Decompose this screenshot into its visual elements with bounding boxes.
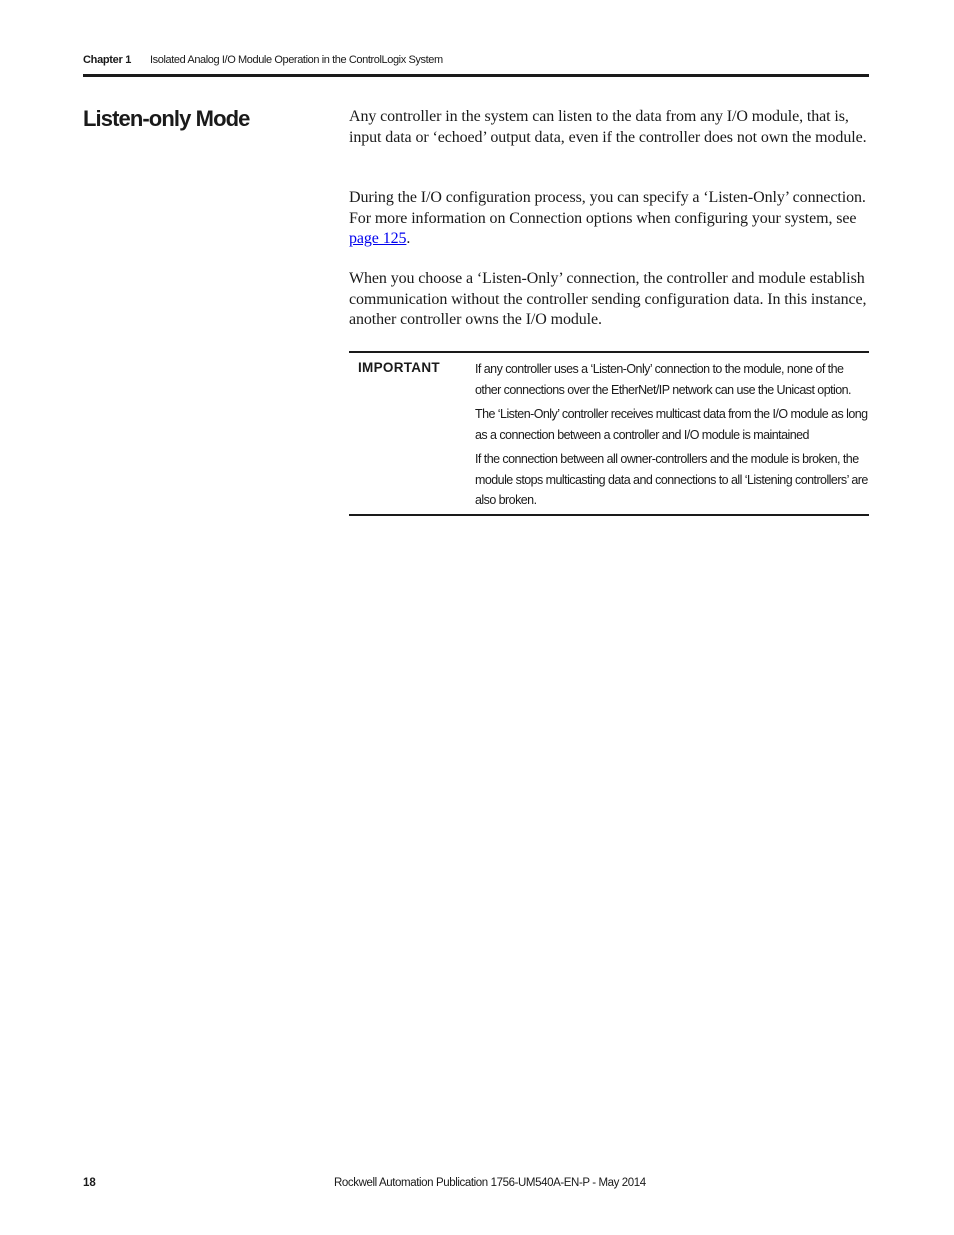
paragraph-configuration [349, 188, 869, 250]
important-item: If the connection between all owner-controllers and the module is broken, the module stops multicasting data and connections to all ‘Listening controllers’ are also broken. [475, 452, 868, 507]
important-item: If any controller uses a ‘Listen-Only’ connection to the module, none of the other connections over the EtherNet/IP network can use the Unicast option. [475, 362, 851, 397]
header-divider [83, 74, 869, 77]
chapter-label: Chapter 1 [83, 54, 132, 66]
page-header [83, 52, 869, 70]
important-label: IMPORTANT [358, 360, 440, 375]
chapter-title: Isolated Analog I/O Module Operation in the ControlLogix System [150, 54, 443, 66]
paragraph-configuration-end: . [406, 230, 411, 247]
important-content [475, 359, 869, 515]
paragraph-intro: Any controller in the system can listen to the data from any I/O module, that is, input data or ‘echoed’ output data, even if the controller does not own the module. [349, 108, 867, 146]
section-title: Listen-only Mode [83, 106, 250, 131]
important-note-box [349, 351, 869, 516]
paragraph-configuration-text: During the I/O configuration process, you can specify a ‘Listen-Only’ connection. For more information on Connection options when configuring your system, see [349, 189, 866, 227]
paragraph-listen-only: When you choose a ‘Listen-Only’ connection, the controller and module establish communication without the controller sending configuration data. In this instance, another controller owns the I/O module. [349, 270, 867, 328]
page-number: 18 [83, 1177, 96, 1189]
page-125-link[interactable]: page 125 [349, 230, 407, 247]
important-item: The ‘Listen-Only’ controller receives multicast data from the I/O module as long as a connection between a controller and I/O module is maintained [475, 407, 868, 442]
publication-footer: Rockwell Automation Publication 1756-UM540A-EN-P - May 2014 [334, 1177, 646, 1189]
